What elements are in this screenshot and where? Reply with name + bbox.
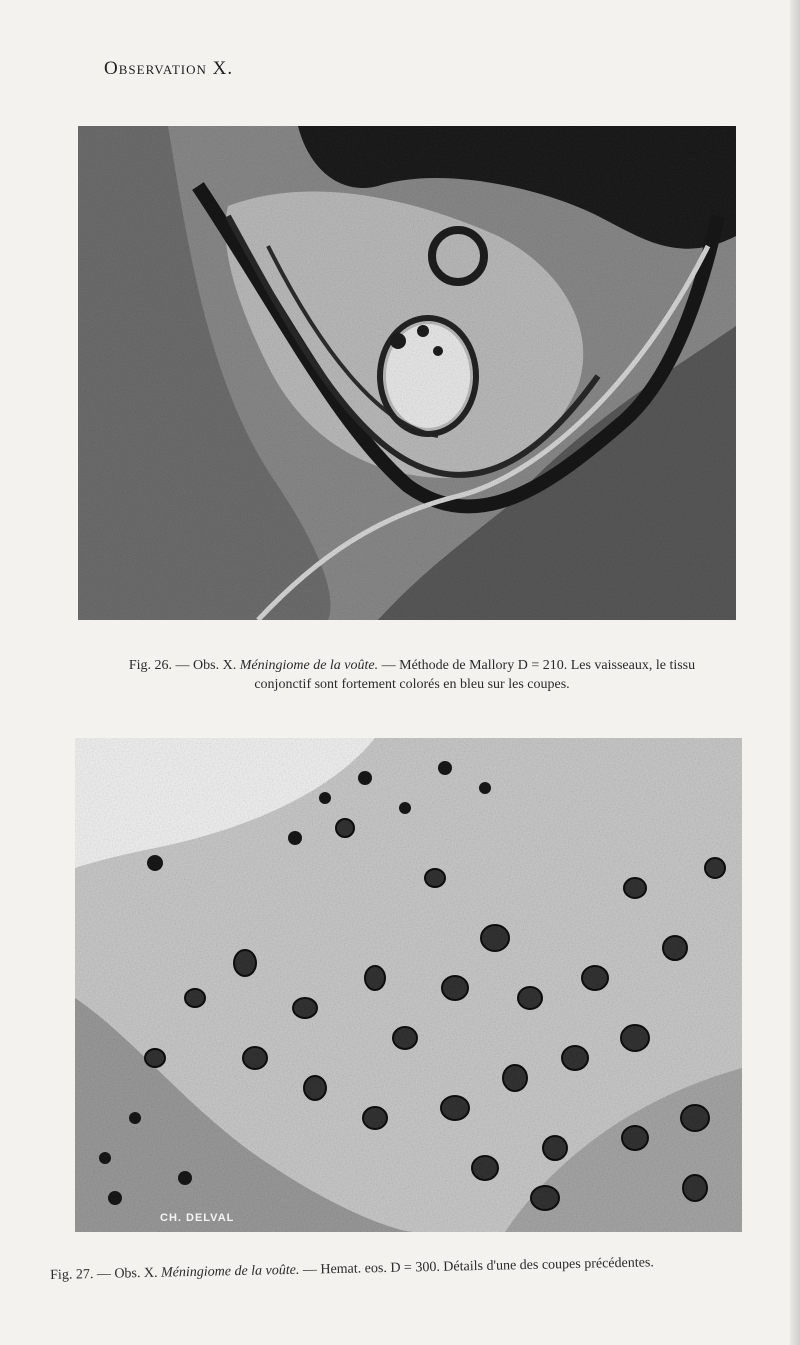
figure-26-label: Fig. 26. [128,658,173,673]
figure-26-caption-line2: conjonctif sont fortement colorés en bleu sur les coupes. [254,677,570,692]
figure-26-caption [62,656,762,694]
figure-27-title: Méningiome de la voûte. [160,1262,300,1281]
micrograph-figure-26 [78,126,736,620]
figure-27-method: — Hemat. eos. D = 300. Détails d'une des coupes précédentes. [302,1255,654,1278]
micrograph-27-image [75,738,742,1232]
figure-26-obs: — Obs. X. [175,658,237,673]
micrograph-26-image [78,126,736,620]
figure-27-caption [50,1251,780,1285]
figure-27-label: Fig. 27. [50,1267,94,1283]
photographer-signature: CH. DELVAL [160,1212,235,1224]
figure-26-method: — Méthode de Mallory D = 210. Les vaisseaux, le tissu [381,658,696,673]
page-edge [790,0,800,1345]
page-header: Observation X. [104,58,234,79]
micrograph-figure-27 [75,738,742,1232]
figure-27-obs: — Obs. X. [96,1265,158,1283]
figure-26-title: Méningiome de la voûte. [239,658,379,673]
